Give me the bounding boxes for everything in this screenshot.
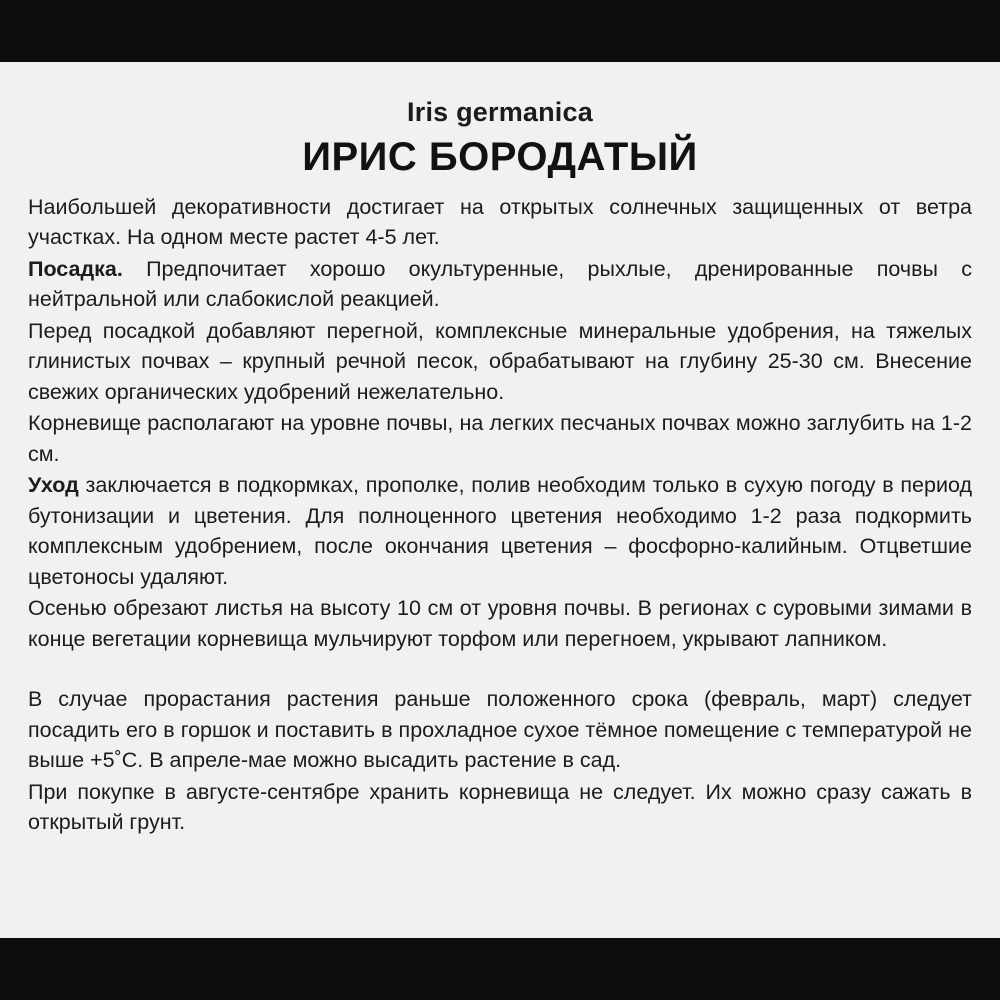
paragraph-text: заключается в подкормках, прополке, полив необходим только в сухую погоду в период бутонизации и цветения. Для полноценного цветения необходимо 1-2 раза подкормить комплексным удобрением, после окончания цветения – фосфорно-калийным. Отцветшие цветоносы удаляют. (28, 473, 972, 589)
paragraph-text: Осенью обрезают листья на высоту 10 см от уровня почвы. В регионах с суровыми зимами в конце вегетации корневища мульчируют торфом или перегноем, укрывают лапником. (28, 596, 972, 651)
paragraph-intro (28, 192, 972, 253)
paragraph-care (28, 470, 972, 592)
top-black-band (0, 0, 1000, 62)
paragraph-text: В случае прорастания растения раньше положенного срока (февраль, март) следует посадить его в горшок и поставить в прохладное сухое тёмное помещение с температурой не выше +5˚С. В апреле-мае можно высадить растение в сад. (28, 687, 972, 773)
description-body (28, 192, 972, 838)
paragraph-lead: Уход (28, 473, 79, 498)
paragraph-early-sprouting (28, 684, 972, 776)
bottom-black-band (0, 938, 1000, 1000)
paragraph-lead: Посадка. (28, 256, 123, 281)
paragraph-text: Наибольшей декоративности достигает на открытых солнечных защищенных от ветра участках. На одном месте растет 4-5 лет. (28, 194, 972, 250)
paragraph-text: Перед посадкой добавляют перегной, комплексные минеральные удобрения, на тяжелых глинистых почвах – крупный речной песок, обрабатывают на глубину 25-30 см. Внесение свежих органических удобрений нежелательно. (28, 318, 972, 404)
paragraph-text: Корневище располагают на уровне почвы, на легких песчаных почвах можно заглубить на 1-2 см. (28, 411, 972, 466)
paragraph-planting (28, 254, 972, 315)
paragraph-purchase (28, 777, 972, 838)
latin-name: Iris germanica (407, 97, 593, 127)
paragraph-text: Предпочитает хорошо окультуренные, рыхлые, дренированные почвы с нейтральной или слабокислой реакцией. (28, 256, 972, 312)
paragraph-rhizome-depth (28, 408, 972, 469)
label-sheet (0, 62, 1000, 938)
paragraph-soil-prep (28, 316, 972, 408)
page-title: ИРИС БОРОДАТЫЙ (302, 134, 698, 179)
paragraph-text: При покупке в августе-сентябре хранить корневища не следует. Их можно сразу сажать в открытый грунт. (28, 779, 972, 835)
paragraph-autumn (28, 593, 972, 654)
